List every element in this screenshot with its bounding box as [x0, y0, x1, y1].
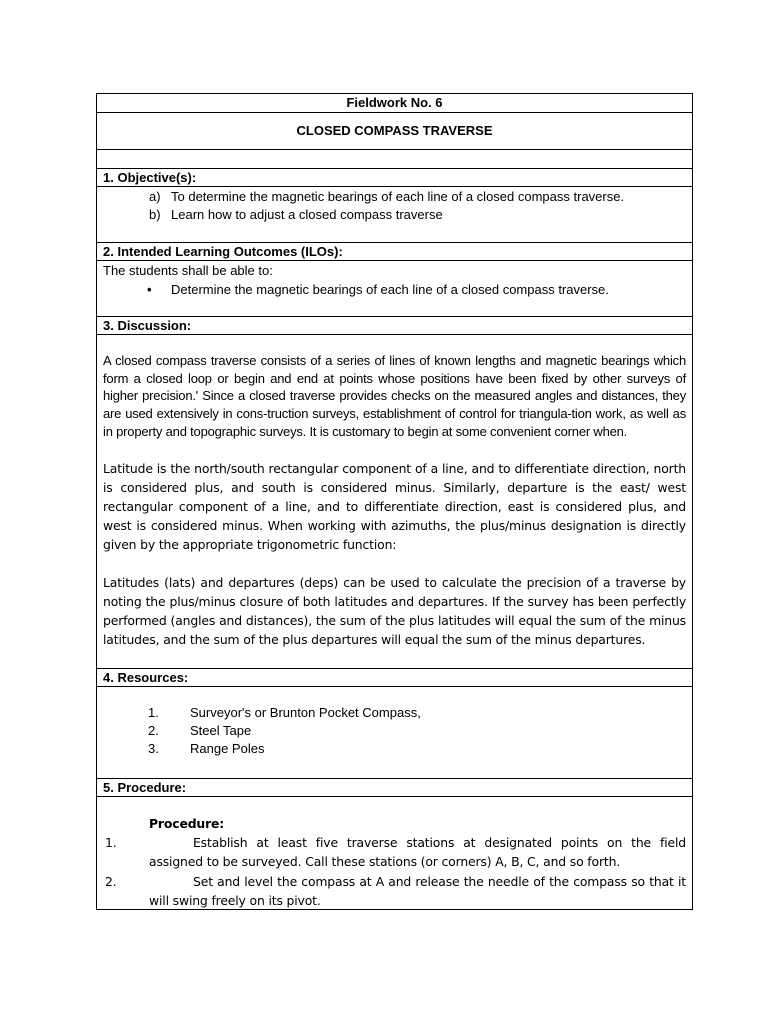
ilos-block — [97, 261, 692, 317]
procedure-heading: 5. Procedure: — [97, 779, 692, 797]
resource-text: Steel Tape — [190, 723, 252, 738]
objectives-list — [97, 187, 692, 243]
procedure-subheading: Procedure: — [149, 816, 225, 831]
blank-row — [97, 150, 692, 169]
resources-heading: 4. Resources: — [97, 669, 692, 687]
discussion-body — [97, 335, 692, 669]
procedure-step-marker: 1. — [105, 835, 117, 851]
procedure-step-text: Set and level the compass at A and release the needle of the compass so that it will swing freely on its pivot. — [149, 873, 686, 908]
ilo-text: Determine the magnetic bearings of each line of a closed compass traverse. — [171, 282, 609, 297]
procedure-step — [105, 872, 686, 910]
procedure-body — [97, 797, 692, 909]
resource-marker: 2. — [148, 723, 159, 738]
resource-item — [97, 704, 692, 722]
ilos-heading: 2. Intended Learning Outcomes (ILOs): — [97, 243, 692, 261]
resource-text: Surveyor's or Brunton Pocket Compass, — [190, 705, 421, 720]
resource-item — [97, 722, 692, 740]
resource-item — [97, 740, 692, 758]
procedure-step-marker: 2. — [105, 873, 117, 889]
discussion-paragraph: Latitudes (lats) and departures (deps) can be used to calculate the precision of a traverse by noting the plus/minus closure of both latitudes and departures. If the survey has been perfectly performed (angles and distances), the sum of the plus latitudes will equal the sum of the minus latitudes, and the sum of the plus departures will equal the sum of the minus departures. — [103, 574, 686, 648]
resource-text: Range Poles — [190, 741, 265, 756]
ilos-intro: The students shall be able to: — [103, 263, 273, 278]
page-title: CLOSED COMPASS TRAVERSE — [97, 113, 692, 150]
objective-text: Learn how to adjust a closed compass traverse — [171, 207, 443, 222]
objective-item — [97, 188, 692, 206]
ilo-item — [103, 281, 686, 299]
fieldwork-sheet — [96, 93, 693, 910]
discussion-paragraph: A closed compass traverse consists of a series of lines of known lengths and magnetic bearings which form a closed loop or begin and end at points whose positions have been fixed by other surveys of higher precision.' Since a closed traverse provides checks on the measured angles and distances, they are used extensively in cons-truction surveys, establishment of control for triangula-tion work, as well as in property and topographic surveys. It is customary to begin at some convenient corner when. — [103, 353, 686, 439]
objectives-heading: 1. Objective(s): — [97, 169, 692, 187]
discussion-heading: 3. Discussion: — [97, 317, 692, 335]
bullet-icon: • — [147, 282, 152, 297]
discussion-paragraph: Latitude is the north/south rectangular component of a line, and to differentiate direction, north is considered plus, and south is considered minus. Similarly, departure is the east/ west rectangular component of a line, and to differentiate direction, east is considered plus, and west is considered minus. When working with azimuths, the plus/minus designation is directly given by the appropriate trigonometric function: — [103, 460, 686, 553]
fieldwork-number: Fieldwork No. 6 — [97, 94, 692, 113]
procedure-step-text: Establish at least five traverse stations at designated points on the field assigned to be surveyed. Call these stations (or corners) A, B, C, and so forth. — [149, 835, 686, 870]
resource-marker: 3. — [148, 741, 159, 756]
objective-marker: a) — [149, 189, 161, 204]
resources-list — [97, 687, 692, 779]
resource-marker: 1. — [148, 705, 159, 720]
objective-marker: b) — [149, 207, 161, 222]
objective-item — [97, 206, 692, 224]
procedure-step — [105, 833, 686, 871]
objective-text: To determine the magnetic bearings of each line of a closed compass traverse. — [171, 189, 625, 204]
